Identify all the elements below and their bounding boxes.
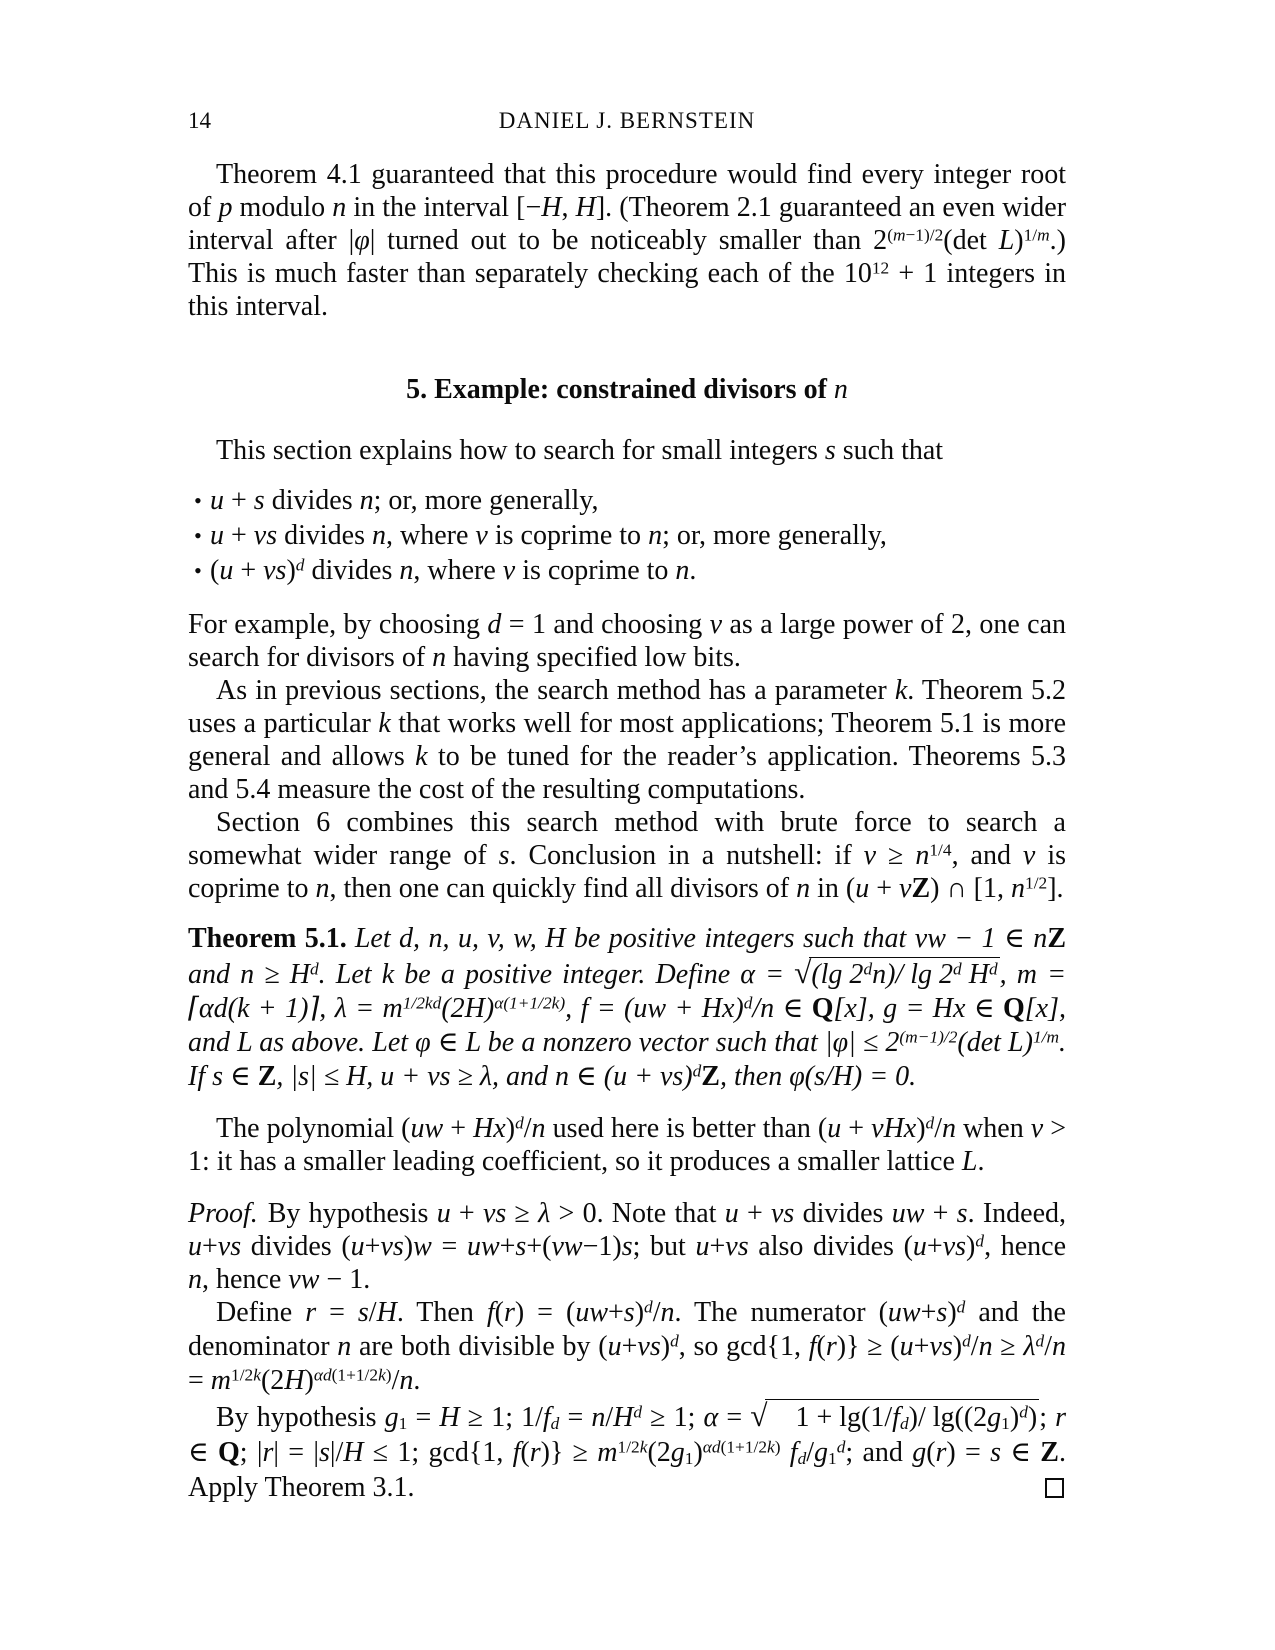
running-title: DANIEL J. BERNSTEIN [498,108,756,133]
proof-paragraph-2: Define r = s/H. Then $f(r) = (uw+s)^d/n$. The numerator $(uw+s)^d$ and the denominator n are both divisible by $(u+vs)^d$, so gcd{1, $f(r)\} \ge (u+vs)^d/n \ge \lambda^d/n = m^{1/2k}(2H)^{\alpha d(1+1/2k)}/n$. [188,1297,1066,1396]
qed-box [1045,1478,1064,1498]
section-heading: 5. Example: constrained divisors of n [406,374,848,405]
proof-paragraph-1 [188,1197,1066,1296]
proof-label: Proof. [188,1198,258,1229]
paragraph-remark: The polynomial (uw + Hx)$^d$/n used here is better than (u + vHx)$^d$/n when v > 1: it has a smaller leading coefficient, so it produces a smaller lattice L. [188,1113,1067,1177]
proof-p1-text: By hypothesis u + vs ≥ λ > 0. Note that u + vs divides uw + s. Indeed, u+vs divides (u+vs)w = uw+s+(vw−1)s; but u+vs also divides $(u+vs)^d$, hence n, hence vw − 1. [188,1198,1067,1295]
bullet-list [188,483,1066,588]
page-number: 14 [188,108,211,133]
proof-p3-text: By hypothesis $g_1 = H \ge 1$; $1/f_d = n/H^d \ge 1$; α = √ $1 + \lg(1/f_d)/$ $\lg((2g_1)^d)$; r ∈ Q; |r| = |s|/H ≤ 1; gcd{1, $f(r)\} \ge m^{1/2k}(2g_1)^{\alpha d(1+1/2k)}$ $f_d/g_1^d$; and g(r) = s ∈ Z. Apply Theorem 3.1. [188,1398,1066,1503]
text-column [188,108,1066,1505]
theorem-body: Let d, n, u, v, w, H be positive integers such that vw − 1 ∈ nZ and $n \ge H^d$. Let k be a positive integer. Define α = √(lg 2$^d$n)/ lg 2$^d$ $H^d$, m = ⌈αd(k + 1)⌉, $\lambda = m^{1/2kd}(2H)^{\alpha(1+1/2k)}$, f = (uw + Hx)$^d$/n ∈ Q[x], g = Hx ∈ Q[x], and L as above. Let φ ∈ L be a nonzero vector such that $|\varphi| \le 2^{(m-1)/2}(\det$ L)$^{1/m}$. If s ∈ Z, |s| ≤ H, u + vs ≥ λ, and n ∈ (u + vs)$^d$Z, then φ(s/H) = 0. [188,923,1066,1092]
proof-paragraph-3 [188,1398,1066,1505]
paragraph-section6: Section 6 combines this search method with brute force to search a somewhat wider range of s. Conclusion in a nutshell: if $v \ge n^{1/4}$, and v is coprime to n, then one can quickly find all divisors of n in (u + vZ) ∩ [1, $n^{1/2}$]. [188,807,1066,904]
bullet-item-u-plus-vs-power-d: • (u + vs)$^d$ divides n, where v is coprime to n. [210,553,1066,588]
paragraph-as-in-previous: As in previous sections, the search method has a parameter k. Theorem 5.2 uses a particular k that works well for most applications; Theorem 5.1 is more general and allows k to be tuned for the reader’s application. Theorems 5.3 and 5.4 measure the cost of the resulting computations. [188,675,1067,805]
bullet-item-u-plus-s: • u + s divides n; or, more generally, [210,483,1066,518]
bullet-item-u-plus-vs: • u + vs divides n, where v is coprime to n; or, more generally, [210,518,1066,553]
theorem-5-1 [188,922,1066,1094]
paragraph-lead: This section explains how to search for small integers s such that [216,435,944,466]
page-header [188,108,1066,134]
paragraph-for-example: For example, by choosing d = 1 and choosing v as a large power of 2, one can search for divisors of n having specified low bits. [188,609,1066,673]
paragraph-theorem41: Theorem 4.1 guaranteed that this procedure would find every integer root of p modulo n in the interval [−H, H]. (Theorem 2.1 guaranteed an even wider interval after |φ| turned out to be noticeably smaller than $2^{(m-1)/2}(\det$ L)$^{1/m}$.) This is much faster than separately checking each of the $10^{12} + 1$ integers in this interval. [188,159,1067,322]
theorem-label: Theorem 5.1. [188,923,347,954]
